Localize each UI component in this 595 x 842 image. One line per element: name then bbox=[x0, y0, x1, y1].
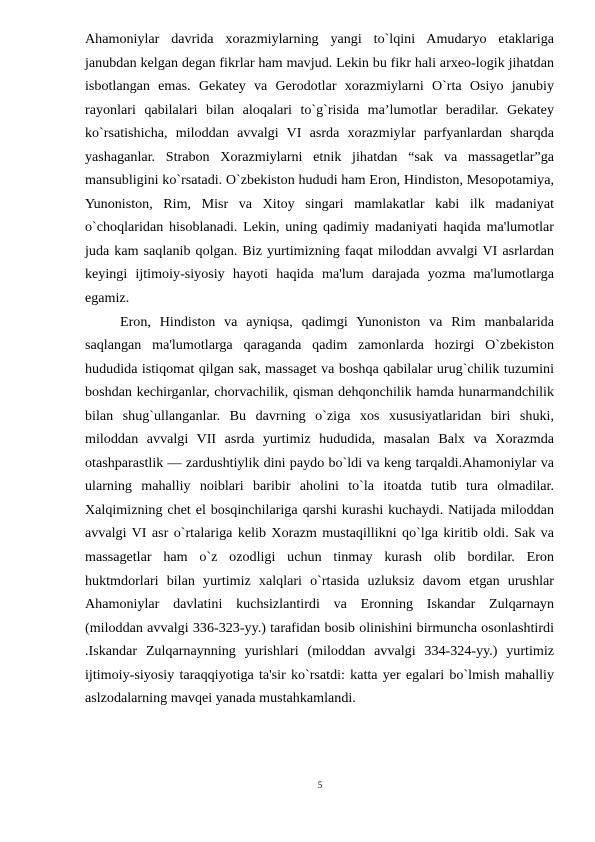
body-text bbox=[85, 28, 554, 711]
paragraph-2: Eron, Hindiston va ayniqsa, qadimgi Yunoniston va Rim manbalarida saqlangan ma'lumotlarga qaraganda qadim zamonlarda hozirgi O`zbekiston hududida istiqomat qilgan sak, massaget va boshqa qabilalar urug`chilik tuzumini boshdan kechirganlar, chorvachilik, qisman dehqonchilik hamda hunarmandchilik bilan shug`ullanganlar. Bu davrning o`ziga xos xususiyatlaridan biri shuki, miloddan avvalgi VII asrda yurtimiz hududida, masalan Balx va Xorazmda otashparastlik — zardushtiylik dini paydo bo`ldi va keng tarqaldi.Ahamoniylar va ularning mahalliy noiblari baribir aholini to`la itoatda tutib tura olmadilar. Xalqimizning chet el bosqinchilariga qarshi kurashi kuchaydi. Natijada miloddan avvalgi VI asr o`rtalariga kelib Xorazm mustaqillikni qo`lga kiritib oldi. Sak va massagetlar ham o`z ozodligi uchun tinmay kurash olib bordilar. Eron huktmdorlari bilan yurtimiz xalqlari o`rtasida uzluksiz davom etgan urushlar Ahamoniylar davlatini kuchsizlantirdi va Eronning Iskandar Zulqarnayn (miloddan avvalgi 336-323-yy.) tarafidan bosib olinishini birmuncha osonlashtirdi .Iskandar Zulqarnaynning yurishlari (miloddan avvalgi 334-324-yy.) yurtimiz ijtimoiy-siyosiy taraqqiyotiga ta'sir ko`rsatdi: katta yer egalari bo`lmish mahalliy aslzodalarning mavqei yanada mustahkamlandi. bbox=[85, 313, 554, 707]
page-number: 5 bbox=[317, 780, 323, 790]
paragraph-1: Ahamoniylar davrida xorazmiylarning yangi to`lqini Amudaryo etaklariga janubdan kelgan degan fikrlar ham mavjud. Lekin bu fikr hali arxeo-logik jihatdan isbotlangan emas. Gekatey va Gerodotlar xorazmiylarni O`rta Osiyo janubiy rayonlari qabilalari bilan aloqalari to`g`risida ma’lumotlar beradilar. Gekatey ko`rsatishicha, miloddan avvalgi VI asrda xorazmiylar parfyanlardan sharqda yashaganlar. Strabon Xorazmiylarni etnik jihatdan “sak va massagetlar”ga mansubligini ko`rsatadi. O`zbekiston hududi ham Eron, Hindiston, Mesopotamiya, Yunoniston, Rim, Misr va Xitoy singari mamlakatlar kabi ilk madaniyat o`choqlaridan hisoblanadi. Lekin, uning qadimiy madaniyati haqida ma'lumotlar juda kam saqlanib qolgan. Biz yurtimizning faqat miloddan avvalgi VI asrlardan keyingi ijtimoiy-siyosiy hayoti haqida ma'lum darajada yozma ma'lumotlarga egamiz. bbox=[85, 31, 554, 307]
